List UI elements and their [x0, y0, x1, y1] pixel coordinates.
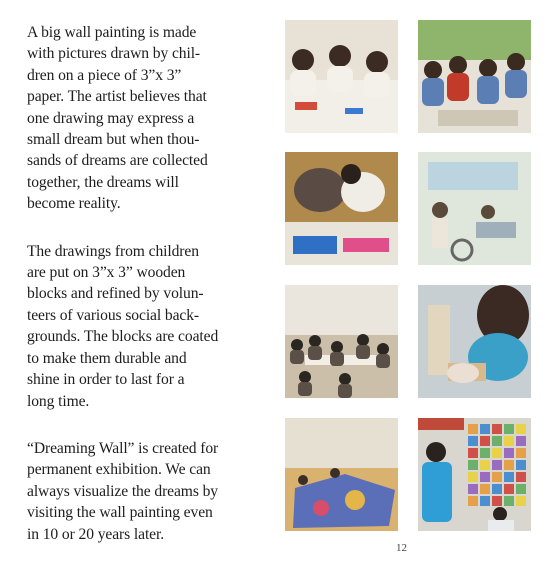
photo-grid	[285, 20, 531, 532]
text-line: grounds. The blocks are coated	[27, 328, 219, 346]
text-line: are put on 3”x 3” wooden	[27, 264, 186, 282]
body-text-column	[27, 22, 275, 571]
text-line: shine in order to last for a	[27, 371, 185, 389]
photo-large-floor-painting-image	[285, 418, 398, 531]
text-line: together, the dreams will	[27, 173, 179, 191]
photo-kids-coloring-floor-image	[285, 152, 398, 265]
text-line: permanent exhibition. We can	[27, 461, 211, 479]
text-line: paper. The artist believes that	[27, 88, 207, 106]
photo-volunteers-outdoor-table-image	[418, 20, 531, 133]
photo-volunteer-refining-block	[418, 285, 531, 398]
text-line: with pictures drawn by chil-	[27, 45, 201, 63]
text-line: teers of various social back-	[27, 306, 200, 324]
text-line: one drawing may express a	[27, 109, 195, 127]
text-line: sands of dreams are collected	[27, 152, 208, 170]
page-number: 12	[396, 542, 407, 554]
text-line: always visualize the dreams by	[27, 482, 218, 500]
photo-volunteers-outdoor-table	[418, 20, 531, 133]
text-line: A big wall painting is made	[27, 24, 197, 41]
photo-volunteers-workshop-room-image	[285, 285, 398, 398]
photo-hospital-ward-drawing-image	[418, 152, 531, 265]
photo-hospital-ward-drawing	[418, 152, 531, 265]
photo-children-drawing-table	[285, 20, 398, 133]
photo-children-drawing-table-image	[285, 20, 398, 133]
text-line: in 10 or 20 years later.	[27, 525, 165, 543]
text-line: “Dreaming Wall” is created for	[27, 439, 219, 457]
paragraph-painting-concept	[27, 22, 275, 215]
photo-volunteers-workshop-room	[285, 285, 398, 398]
text-line: dren on a piece of 3”x 3”	[27, 66, 182, 84]
paragraph-permanent-exhibition	[27, 438, 275, 545]
text-line: blocks and refined by volun-	[27, 285, 204, 303]
photo-assembling-dreaming-wall	[418, 418, 531, 531]
photo-assembling-dreaming-wall-image	[418, 418, 531, 531]
text-line: long time.	[27, 392, 90, 410]
text-line: visiting the wall painting even	[27, 504, 213, 522]
text-line: to make them durable and	[27, 349, 187, 367]
text-line: become reality.	[27, 195, 121, 213]
photo-large-floor-painting	[285, 418, 398, 531]
photo-kids-coloring-floor	[285, 152, 398, 265]
photo-volunteer-refining-block-image	[418, 285, 531, 398]
paragraph-wooden-blocks	[27, 241, 275, 412]
text-line: The drawings from children	[27, 242, 199, 260]
text-line: small dream but when thou-	[27, 131, 200, 149]
